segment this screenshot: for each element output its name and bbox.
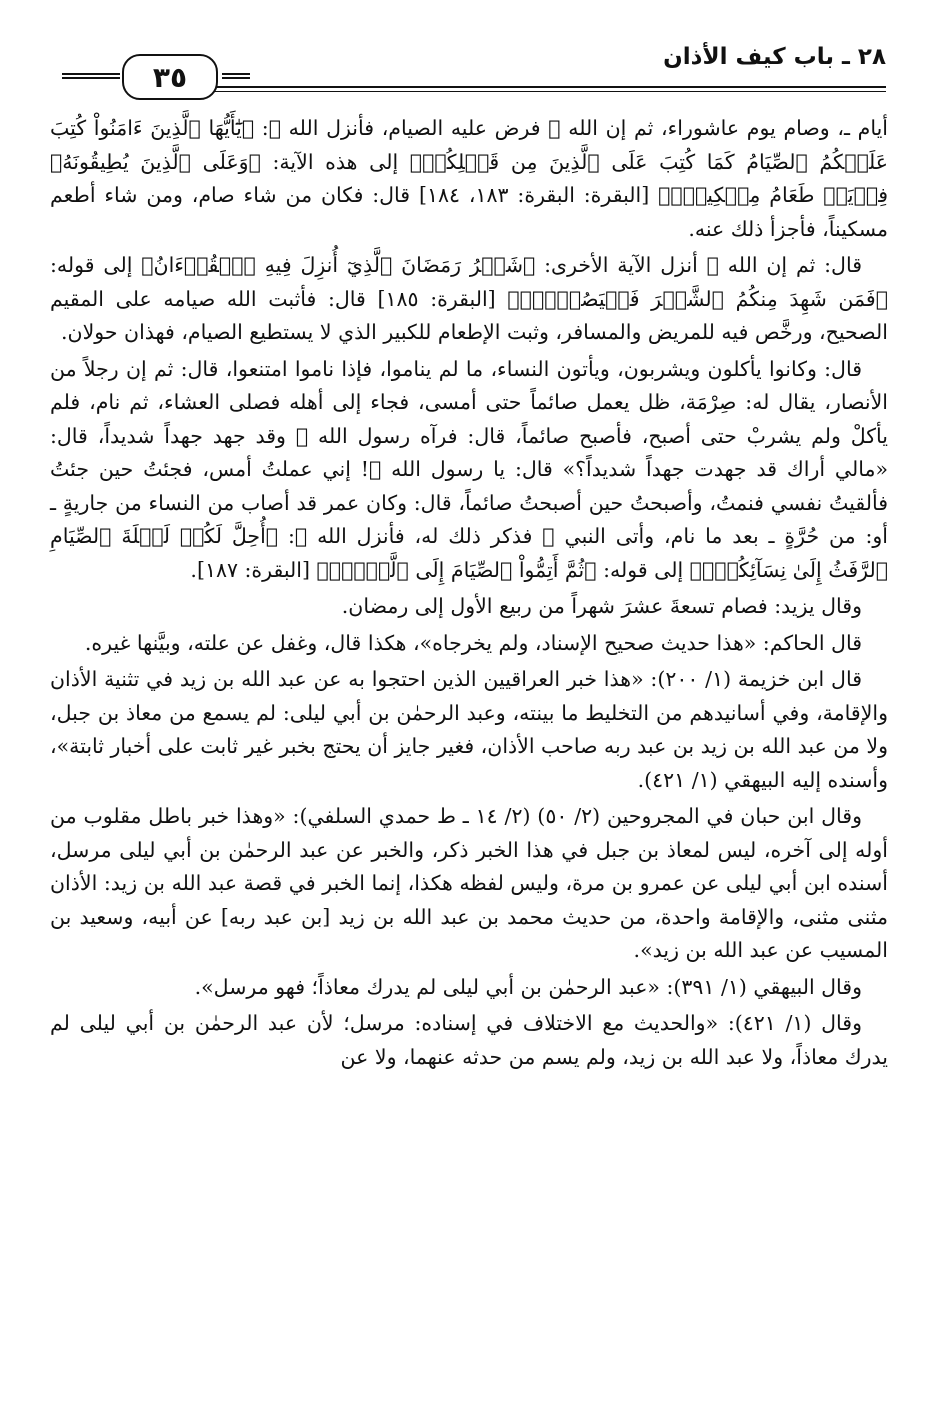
header-rule — [186, 86, 886, 92]
paragraph: قال: ثم إن الله ﷻ أنزل الآية الأخرى: ﴿شَهۡرُ رَمَضَانَ ٱلَّذِيٓ أُنزِلَ فِيهِ ٱلۡقُرۡءَانُ﴾ إلى قوله: ﴿فَمَن شَهِدَ مِنكُمُ ٱلشَّهۡرَ فَلۡيَصُمۡهُۖ﴾ [البقرة: ١٨٥] قال: فأثبت الله صيامه على المقيم الصحيح، ورخَّص فيه للمريض والمسافر، وثبت الإطعام للكبير الذي لا يستطيع الصيام، فهذان حولان. — [50, 253, 888, 344]
paragraph: أيام ـ، وصام يوم عاشوراء، ثم إن الله ﷺ فرض عليه الصيام، فأنزل الله ﷻ: ﴿يَٰٓأَيُّهَا ٱلَّذِينَ ءَامَنُواْ كُتِبَ عَلَيۡكُمُ ٱلصِّيَامُ كَمَا كُتِبَ عَلَى ٱلَّذِينَ مِن قَبۡلِكُمۡ﴾ إلى هذه الآية: ﴿وَعَلَى ٱلَّذِينَ يُطِيقُونَهُۥ فِدۡيَةٞ طَعَامُ مِسۡكِينٖۖ﴾ [البقرة: البقرة: ١٨٣، ١٨٤] قال: فكان من شاء صام، ومن شاء أطعم مسكيناً، فأجزأ ذلك عنه. — [50, 116, 888, 241]
page-body — [50, 112, 888, 1074]
chapter-title: ٢٨ ـ باب كيف الأذان — [663, 44, 886, 70]
badge-ornament-left — [62, 73, 120, 79]
paragraph: وقال (١/ ٤٢١): «والحديث مع الاختلاف في إسناده: مرسل؛ لأن عبد الرحمٰن بن أبي ليلى لم يدرك معاذاً، ولا عبد الله بن زيد، ولم يسم من حدثه عنهما، ولا عن — [50, 1011, 888, 1069]
paragraph: قال: وكانوا يأكلون ويشربون، ويأتون النساء، ما لم يناموا، فإذا ناموا امتنعوا، قال: ثم إن رجلاً من الأنصار، يقال له: صِرْمَة، ظل يعمل صائماً حتى أمسى، فجاء إلى أهله فصلى العشاء، ثم نام، فلم يأكلْ ولم يشربْ حتى أصبح، فأصبح صائماً، قال: فرآه رسول الله ﷺ وقد جهد جهداً شديداً، قال: «مالي أراك قد جهدت جهداً شديداً؟» قال: يا رسول الله ﷺ! إني عملتُ أمس، فجئتُ حين جئتُ فألقيتُ نفسي فنمتُ، وأصبحتُ حين أصبحتُ صائماً، قال: وكان عمر قد أصاب من النساء من جاريةٍ ـ أو: من حُرَّةٍ ـ بعد ما نام، وأتى النبي ﷺ فذكر ذلك له، فأنزل الله ﷻ: ﴿أُحِلَّ لَكُمۡ لَيۡلَةَ ٱلصِّيَامِ ٱلرَّفَثُ إِلَىٰ نِسَآئِكُمۡۚ﴾ إلى قوله: ﴿ثُمَّ أَتِمُّواْ ٱلصِّيَامَ إِلَى ٱلَّيۡلِۚ﴾ [البقرة: ١٨٧]. — [50, 356, 888, 582]
badge-ornament-right — [222, 73, 250, 79]
paragraph: قال ابن خزيمة (١/ ٢٠٠): «هذا خبر العراقيين الذين احتجوا به عن عبد الله بن زيد في تثنية الأذان والإقامة، وفي أسانيدهم من التخليط ما بينته، وعبد الرحمٰن بن أبي ليلى: لم يسمع من معاذ بن جبل، ولا من عبد الله بن زيد بن عبد ربه صاحب الأذان، فغير جايز أن يحتج بخبر غير ثابت على أخبار ثابتة»، وأسنده إليه البيهقي (١/ ٤٢١). — [50, 667, 888, 792]
page-number-badge — [122, 54, 218, 100]
paragraph: وقال البيهقي (١/ ٣٩١): «عبد الرحمٰن بن أبي ليلى لم يدرك معاذاً؛ فهو مرسل». — [194, 974, 862, 999]
paragraph: قال الحاكم: «هذا حديث صحيح الإسناد، ولم يخرجاه»، هكذا قال، وغفل عن علته، وبيَّنها غيره. — [84, 630, 862, 655]
paragraph: وقال ابن حبان في المجروحين (٢/ ٥٠) (٢/ ١٤ ـ ط حمدي السلفي): «وهذا خبر باطل مقلوب من أوله إلى آخره، ليس لمعاذ بن جبل في هذا الخبر ذكر، والخبر عن عبد الرحمٰن بن أبي ليلى مرسل، أسنده ابن أبي ليلى عن عمرو بن مرة، وليس لفظه هكذا، إنما الخبر في قصة عبد الله بن زيد: الأذان مثنى مثنى، والإقامة واحدة، من حديث محمد بن عبد الله بن زيد [بن عبد ربه] عن أبيه، وسعيد بن المسيب عن عبد الله بن زيد». — [50, 804, 888, 962]
paragraph: وقال يزيد: فصام تسعةَ عشرَ شهراً من ربيع الأول إلى رمضان. — [341, 594, 862, 618]
page-header — [44, 40, 886, 110]
page-number: ٣٥ — [152, 60, 188, 94]
